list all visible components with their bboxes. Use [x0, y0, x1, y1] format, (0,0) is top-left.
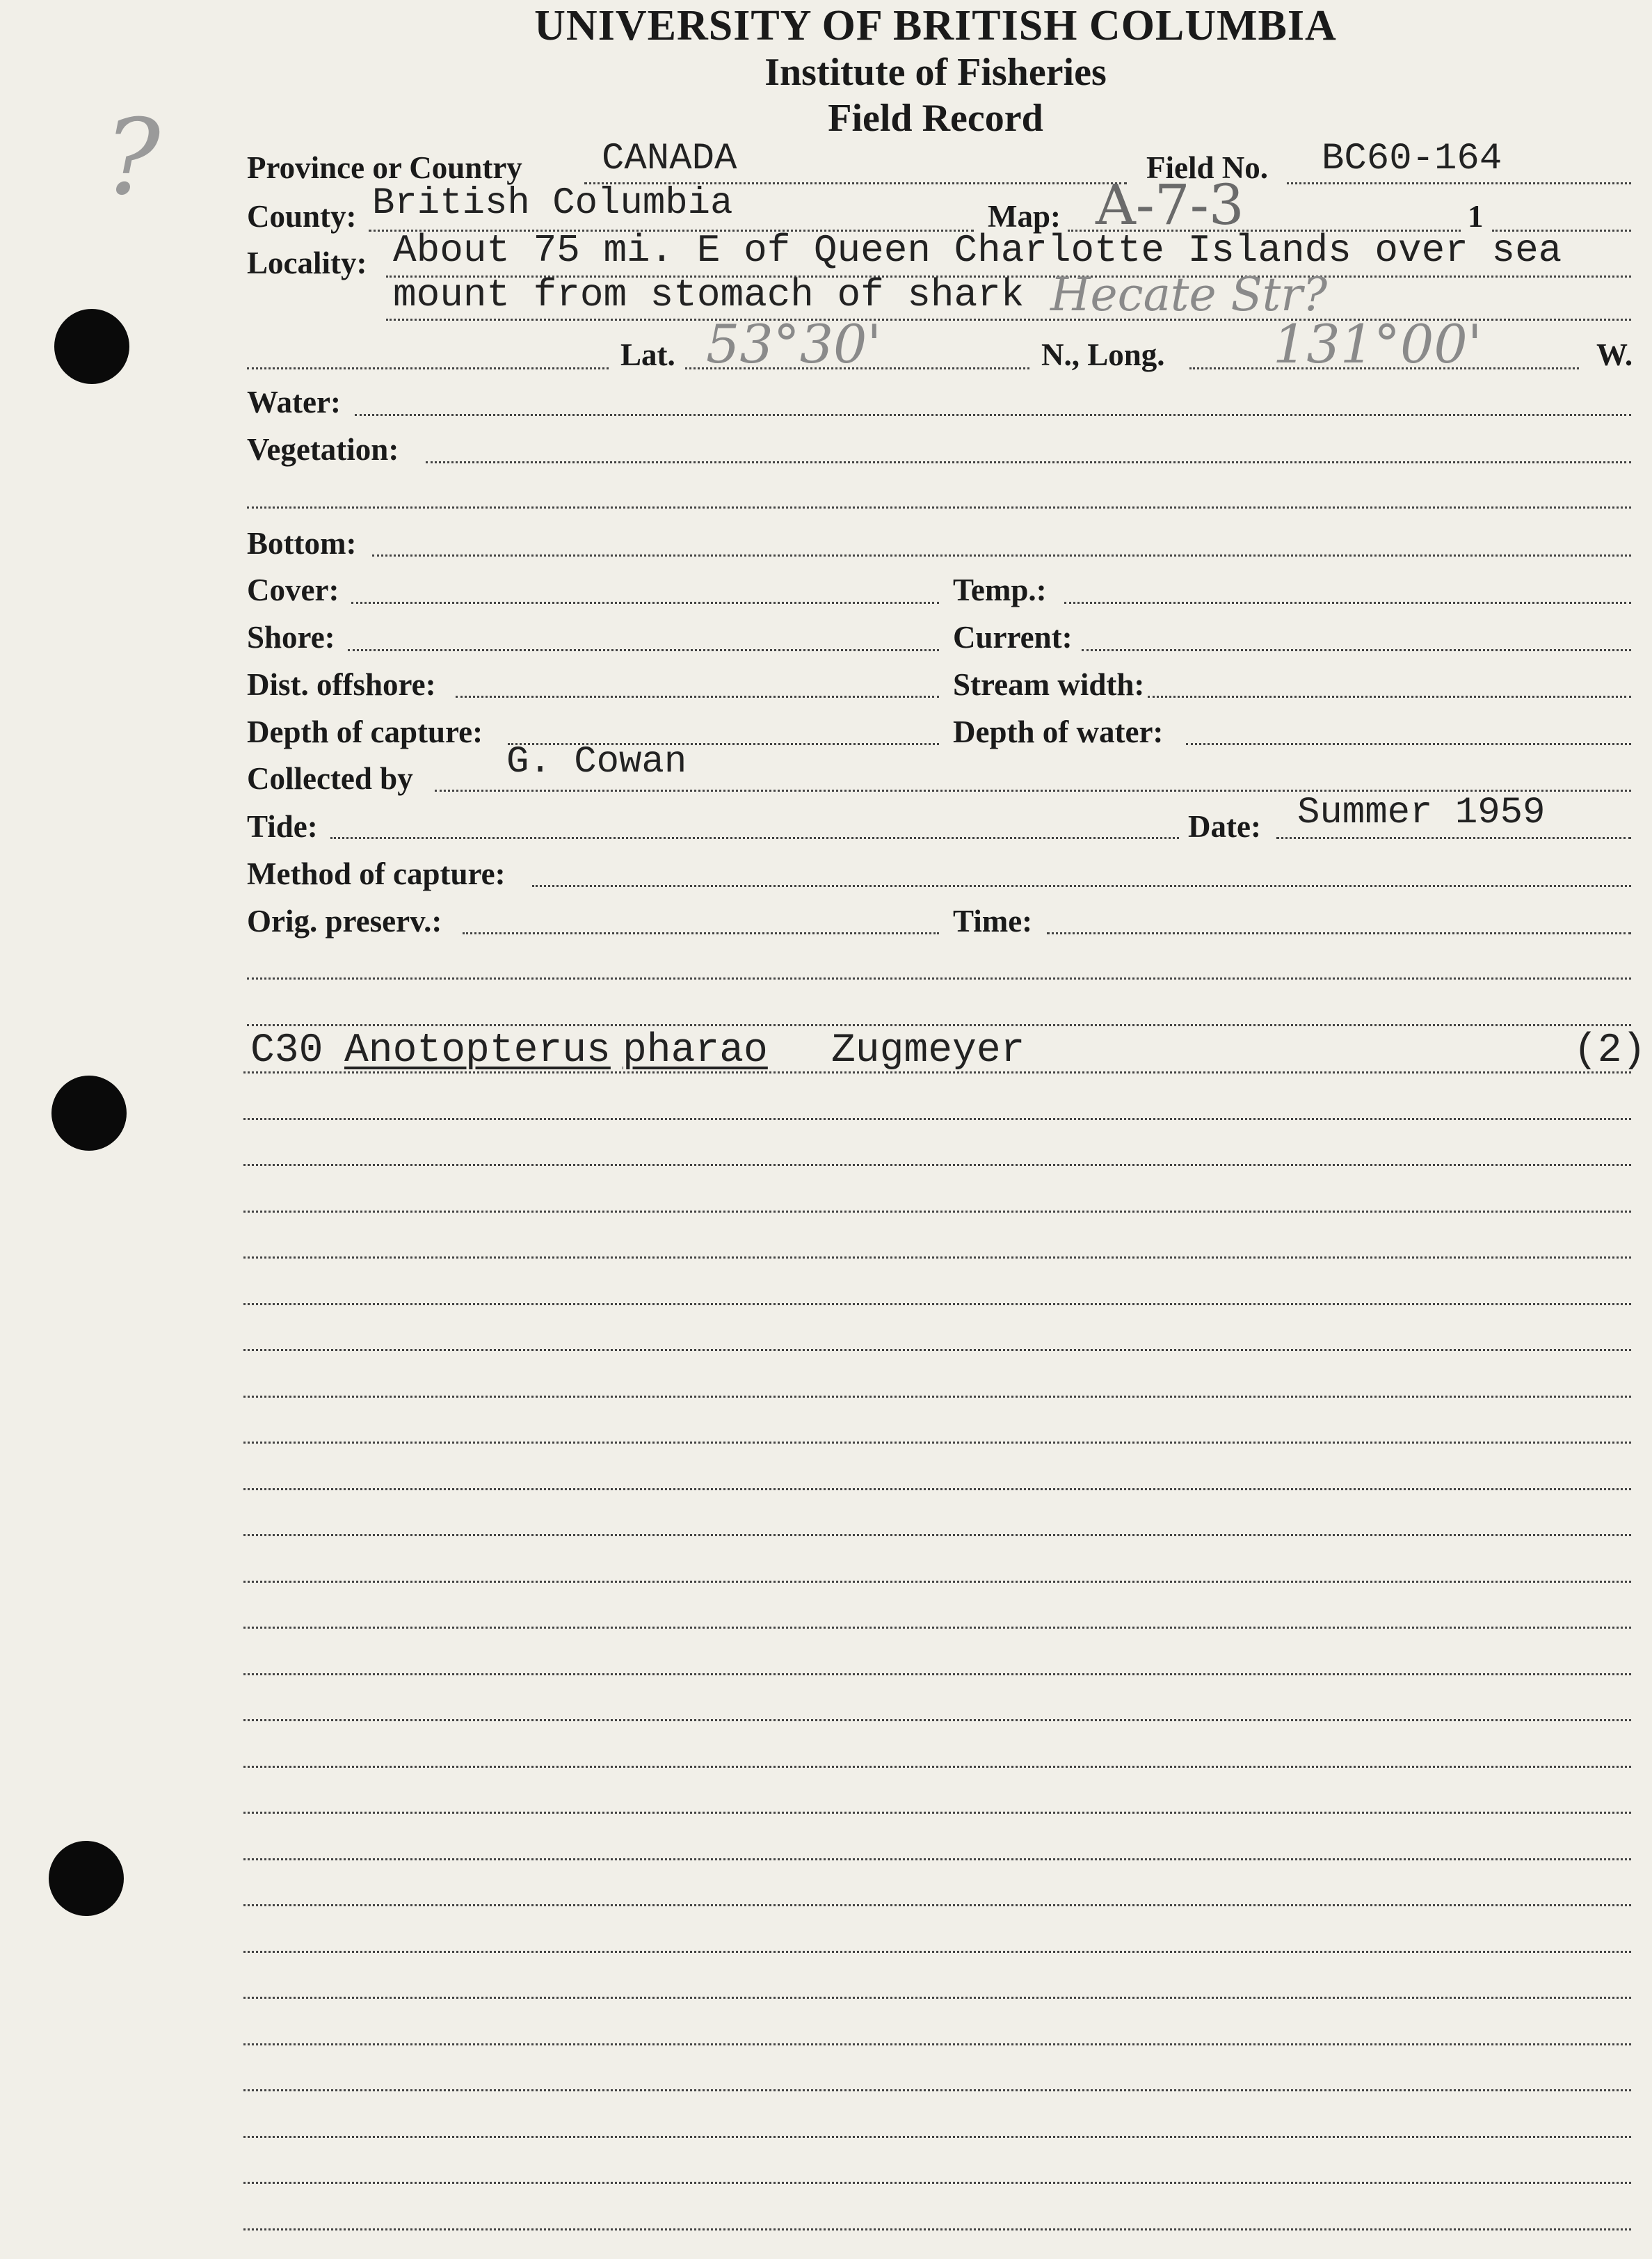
time-label: Time: — [953, 904, 1033, 939]
date-value: Summer 1959 — [1297, 792, 1546, 834]
specimen-count: (2) — [1573, 1028, 1646, 1073]
water-line — [355, 414, 1631, 416]
punch-hole-bottom — [49, 1841, 124, 1916]
dist-offshore-line — [456, 696, 939, 698]
ruled-line — [243, 1766, 1631, 1768]
ruled-line — [243, 1211, 1631, 1213]
ruled-line — [243, 2228, 1631, 2230]
specimen-catalog: C30 — [250, 1028, 323, 1073]
province-value: CANADA — [602, 138, 737, 180]
ruled-line — [243, 2182, 1631, 2184]
depth-capture-label: Depth of capture: — [247, 715, 483, 749]
tide-line — [330, 837, 1179, 839]
ruled-line — [243, 1719, 1631, 1721]
margin-question-mark: ? — [104, 97, 161, 218]
method-label: Method of capture: — [247, 856, 506, 891]
county-label: County: — [247, 199, 357, 234]
ruled-line — [243, 1118, 1631, 1120]
specimen-author: Zugmeyer — [831, 1028, 1025, 1073]
current-label: Current: — [953, 620, 1073, 655]
county-value: British Columbia — [372, 182, 733, 225]
long-value: 131°00' — [1273, 313, 1482, 375]
ruled-line — [243, 1812, 1631, 1814]
stream-width-line — [1148, 696, 1631, 698]
ruled-line — [243, 1627, 1631, 1629]
ruled-line — [243, 1303, 1631, 1305]
current-line — [1082, 649, 1631, 651]
west-label: W. — [1596, 337, 1633, 372]
temp-label: Temp.: — [953, 573, 1047, 607]
ruled-line — [243, 2043, 1631, 2045]
long-label: N., Long. — [1041, 337, 1165, 372]
university-title: UNIVERSITY OF BRITISH COLUMBIA — [534, 2, 1337, 49]
punch-hole-middle — [51, 1076, 127, 1151]
ruled-line — [243, 1904, 1631, 1906]
cover-label: Cover: — [247, 573, 339, 607]
province-label: Province or Country — [247, 150, 522, 185]
date-line — [1276, 837, 1631, 839]
field-no-value: BC60-164 — [1322, 138, 1502, 180]
ruled-line — [243, 1071, 1631, 1073]
locality-value-line2: mount from stomach of shark — [393, 273, 1025, 317]
locality-value-line1: About 75 mi. E of Queen Charlotte Islands over sea — [393, 228, 1562, 273]
ruled-line — [243, 1442, 1631, 1444]
ruled-line — [243, 1997, 1631, 1999]
water-label: Water: — [247, 385, 341, 420]
blank-line — [247, 1024, 1631, 1026]
lat-leading-line — [247, 367, 609, 369]
ruled-line — [243, 1858, 1631, 1860]
lat-label: Lat. — [620, 337, 675, 372]
ruled-line — [243, 2136, 1631, 2138]
dist-offshore-label: Dist. offshore: — [247, 667, 436, 702]
ruled-line — [243, 1673, 1631, 1675]
shore-label: Shore: — [247, 620, 335, 655]
tide-label: Tide: — [247, 809, 318, 844]
bottom-line — [372, 554, 1631, 557]
orig-preserv-line — [463, 932, 939, 934]
institute-subtitle: Institute of Fisheries — [764, 51, 1107, 94]
locality-label: Locality: — [247, 246, 367, 280]
locality-handwritten-note: Hecate Str? — [1050, 268, 1328, 321]
ruled-line — [243, 1396, 1631, 1398]
ruled-line — [243, 1951, 1631, 1953]
field-no-label: Field No. — [1146, 150, 1268, 185]
vegetation-line-2 — [247, 506, 1631, 509]
ruled-line — [243, 1349, 1631, 1351]
collected-by-label: Collected by — [247, 761, 413, 796]
cover-line — [351, 602, 939, 604]
shore-line — [348, 649, 939, 651]
date-label: Date: — [1188, 809, 1261, 844]
time-line — [1047, 932, 1631, 934]
ruled-line — [243, 2089, 1631, 2091]
temp-line — [1064, 602, 1631, 604]
ruled-line — [243, 1534, 1631, 1536]
map-suffix: 1 — [1468, 199, 1484, 234]
collected-by-value: G. Cowan — [506, 741, 687, 783]
depth-water-line — [1186, 743, 1631, 745]
specimen-genus: Anotopterus — [344, 1028, 611, 1073]
lat-value: 53°30' — [706, 313, 882, 375]
ruled-line — [243, 1581, 1631, 1583]
ruled-line — [243, 1256, 1631, 1259]
vegetation-line — [426, 461, 1631, 463]
specimen-species: pharao — [623, 1028, 768, 1073]
record-type-title: Field Record — [828, 97, 1043, 140]
punch-hole-top — [54, 309, 129, 384]
field-no-line — [1287, 182, 1631, 184]
blank-line — [247, 977, 1631, 980]
bottom-label: Bottom: — [247, 526, 357, 561]
orig-preserv-label: Orig. preserv.: — [247, 904, 442, 939]
map-label: Map: — [988, 199, 1061, 234]
ruled-line — [243, 1164, 1631, 1166]
method-line — [532, 885, 1631, 887]
ruled-line — [243, 1488, 1631, 1490]
depth-water-label: Depth of water: — [953, 715, 1164, 749]
stream-width-label: Stream width: — [953, 667, 1145, 702]
map-value: A-7-3 — [1096, 173, 1244, 237]
vegetation-label: Vegetation: — [247, 432, 399, 467]
